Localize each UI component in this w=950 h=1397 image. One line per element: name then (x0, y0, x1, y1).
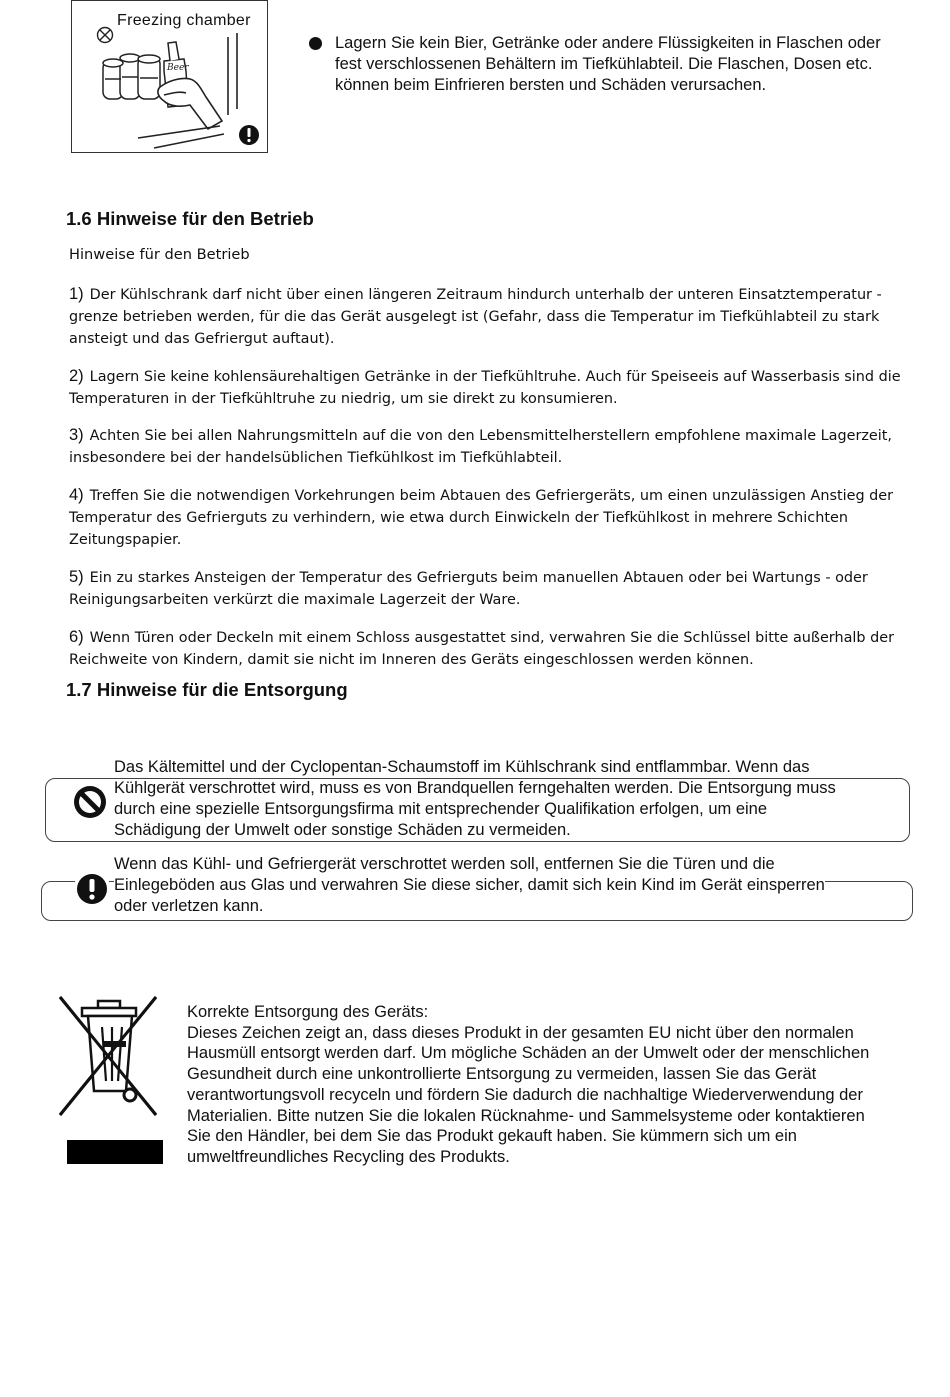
list-item-number: 5) (69, 568, 84, 586)
list-item-number: 3) (69, 426, 84, 444)
bullet-icon (309, 37, 322, 50)
list-item-number: 2) (69, 367, 84, 385)
list-item-number: 4) (69, 486, 84, 504)
list-item-number: 1) (69, 285, 84, 303)
weee-black-bar (67, 1140, 163, 1164)
list-item-text: Lagern Sie keine kohlensäurehaltigen Getränke in der Tiefkühltruhe. Auch für Speiseeis auf Wasserbasis sind die Temperaturen in der Tiefkühltruhe zu niedrig, um sie direkt zu konsumieren. (69, 369, 901, 407)
list-item-number: 6) (69, 628, 84, 646)
list-item-text: Wenn Türen oder Deckeln mit einem Schloss ausgestattet sind, verwahren Sie die Schlüssel bitte außerhalb der Reichweite von Kindern, damit sie nicht im Inneren des Geräts eingeschlossen werden können. (69, 630, 895, 668)
section-heading-1-6: 1.6 Hinweise für den Betrieb (66, 208, 314, 229)
weee-disposal-text (187, 1002, 887, 1168)
section-subheading: Hinweise für den Betrieb (69, 246, 250, 263)
weee-body: Dieses Zeichen zeigt an, dass dieses Produkt in der gesamten EU nicht über den normalen Hausmüll entsorgt werden darf. Um mögliche Schäden an der Umwelt oder der menschlichen Gesundheit durch eine unkontrollierte Entsorgung zu vermeiden, lassen Sie das Gerät verantwortungsvoll recyceln und fördern Sie dadurch die nachhaltige Wiederverwendung der Materialien. Bitte nutzen Sie die lokalen Rücknahme- und Sammelsysteme oder kontaktieren Sie den Händler, bei dem Sie das Produkt gekauft haben. Sie kümmern sich um ein umweltfreundliches Recycling des Produkts. (187, 1023, 870, 1166)
list-item (69, 566, 911, 611)
crossed-bin-icon (58, 993, 158, 1118)
flammable-warning-text: Das Kältemittel und der Cyclopentan-Schaumstoff im Kühlschrank sind entflammbar. Wenn das Kühlgerät verschrottet wird, muss es von Brandquellen ferngehalten werden. Die Entsorgung muss durch eine spezielle Entsorgungsfirma mit entsprechender Qualifikation erfolgen, um eine Schädigung der Umwelt oder sonstige Schäden zu vermeiden. (114, 758, 836, 839)
warning-icon (75, 872, 109, 906)
section-heading-1-7: 1.7 Hinweise für die Entsorgung (66, 679, 348, 700)
freezer-illustration-label: Freezing chamber (117, 12, 251, 29)
list-item-text: Achten Sie bei allen Nahrungsmitteln auf die von den Lebensmittelherstellern empfohlene maximale Lagerzeit, insbesondere bei der handelsüblichen Tiefkühlkost im Tiefkühlabteil. (69, 428, 892, 466)
list-item (69, 626, 911, 671)
doors-warning-text: Wenn das Kühl- und Gefriergerät verschrottet werden soll, entfernen Sie die Türen und die Einlegeböden aus Glas und verwahren Sie diese sicher, damit sich kein Kind im Gerät einsperren oder verletzen kann. (114, 855, 825, 915)
weee-title: Korrekte Entsorgung des Geräts: (187, 1003, 429, 1021)
list-item-text: Ein zu starkes Ansteigen der Temperatur des Gefrierguts beim manuellen Abtauen oder bei Wartungs - oder Reinigungsarbeiten verkürzt die maximale Lagerzeit der Ware. (69, 570, 868, 608)
list-item (69, 424, 911, 469)
list-item (69, 283, 911, 350)
list-item-text: Der Kühlschrank darf nicht über einen längeren Zeitraum hindurch unterhalb der unteren Einsatztemperatur - grenze betrieben werden, für die das Gerät ausgelegt ist (Gefahr, dass die Temperatur im Tiefkühlabteil zu stark ansteigt und das Gefriergut auftaut). (69, 287, 882, 347)
prohibited-icon (98, 28, 113, 43)
exclamation-icon (239, 125, 259, 145)
list-item (69, 365, 911, 410)
beer-label: Beer (167, 63, 189, 73)
no-fire-icon (72, 784, 108, 820)
list-item-text: Treffen Sie die notwendigen Vorkehrungen beim Abtauen des Gefriergeräts, um einen unzulässigen Anstieg der Temperatur des Gefrierguts zu verhindern, wie etwa durch Einwickeln der Tiefkühlkost in mehrere Schichten Zeitungspapier. (69, 488, 894, 548)
bottle-warning-text: Lagern Sie kein Bier, Getränke oder andere Flüssigkeiten in Flaschen oder fest verschlossenen Behältern im Tiefkühlabteil. Die Flaschen, Dosen etc. können beim Einfrieren bersten und Schäden verursachen. (335, 34, 881, 94)
list-item (69, 484, 911, 551)
